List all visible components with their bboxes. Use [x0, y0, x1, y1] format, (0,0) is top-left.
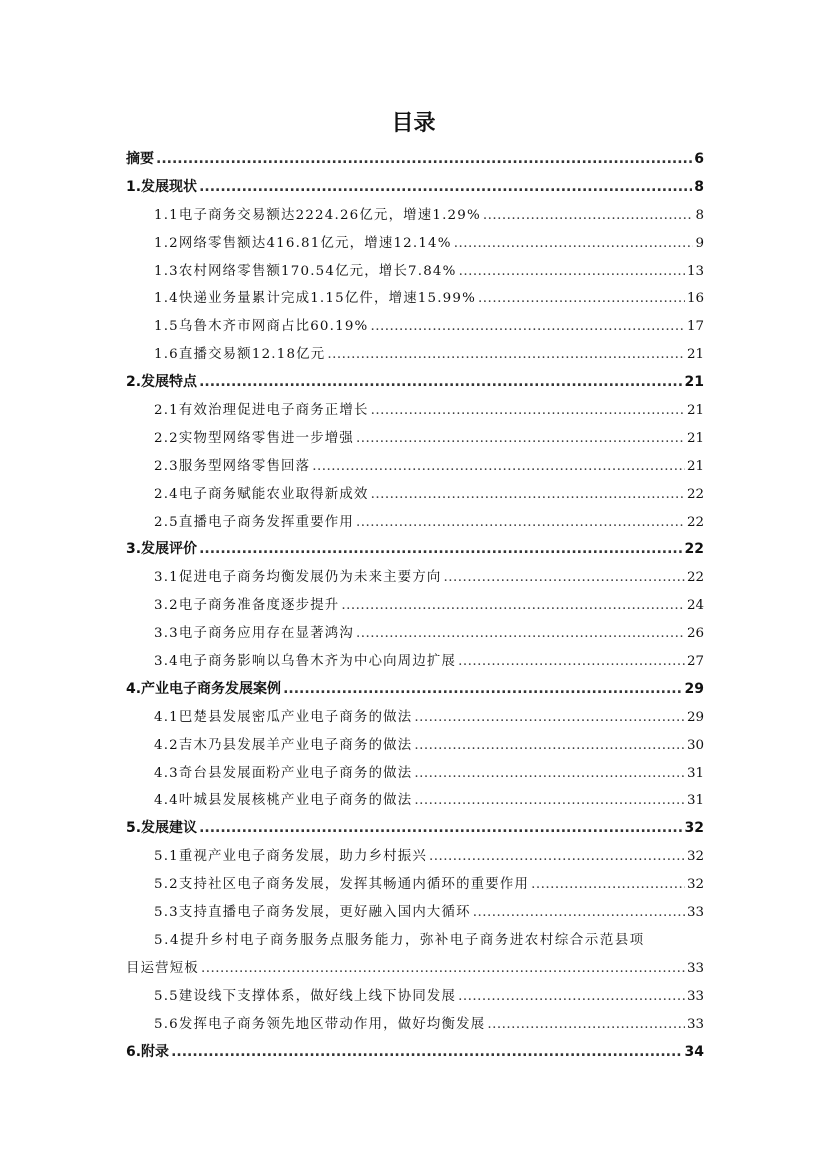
toc-dot-leader: [444, 564, 685, 592]
toc-page-number: 30: [686, 737, 704, 753]
toc-page-number: 21: [686, 458, 704, 474]
toc-chapter-entry[interactable]: [126, 536, 704, 564]
toc-entry-title: 5.4提升乡村电子商务服务点服务能力，弥补电子商务进农村综合示范县项: [154, 932, 645, 948]
toc-entry-title: 5.发展建议: [126, 820, 198, 837]
toc-entry-title: 3.1促进电子商务均衡发展仍为未来主要方向: [154, 570, 442, 586]
toc-page-number: 33: [686, 1016, 704, 1032]
toc-page-number: 6: [694, 151, 704, 167]
toc-dot-leader: [414, 732, 685, 760]
toc-section-entry[interactable]: [126, 481, 704, 509]
toc-entry-title: 3.发展评价: [126, 541, 198, 558]
toc-entry-title: 4.3奇台县发展面粉产业电子商务的做法: [154, 765, 413, 781]
toc-dot-leader: [473, 899, 685, 927]
toc-section-entry[interactable]: [126, 564, 704, 592]
toc-entry-title: 5.6发挥电子商务领先地区带动作用，做好均衡发展: [154, 1016, 486, 1032]
toc-dot-leader: [356, 425, 685, 453]
toc-page-number: 34: [684, 1043, 704, 1060]
toc-page-number: 21: [684, 374, 704, 391]
toc-page-number: 31: [686, 765, 704, 781]
toc-section-entry[interactable]: [126, 871, 704, 899]
toc-page-number: 32: [686, 849, 704, 865]
toc-entry-title: 3.2电子商务准备度逐步提升: [154, 598, 340, 614]
toc-dot-leader: [414, 787, 685, 815]
toc-chapter-entry[interactable]: [126, 815, 704, 843]
toc-section-entry[interactable]: [126, 313, 704, 341]
toc-page-number: 9: [695, 235, 704, 251]
toc-chapter-entry[interactable]: [126, 676, 704, 704]
toc-page-number: 8: [695, 207, 704, 223]
toc-section-entry[interactable]: [126, 620, 704, 648]
toc-page-number: 29: [686, 709, 704, 725]
toc-entry-title: 1.4快递业务量累计完成1.15亿件，增速15.99%: [154, 291, 477, 307]
toc-page-number: 31: [686, 793, 704, 809]
toc-entry-title: 4.产业电子商务发展案例: [126, 680, 282, 697]
toc-page-number: 33: [686, 960, 704, 976]
toc-entry-title: 1.1电子商务交易额达2224.26亿元，增速1.29%: [154, 207, 481, 223]
toc-page-number: 22: [686, 514, 704, 530]
toc-section-entry[interactable]: [126, 509, 704, 537]
toc-entry-title: 2.1有效治理促进电子商务正增长: [154, 403, 369, 419]
toc-page-number: 21: [686, 347, 704, 363]
toc-section-entry[interactable]: [126, 425, 704, 453]
toc-dot-leader: [341, 592, 685, 620]
toc-page-number: 26: [686, 626, 704, 642]
toc-dot-leader: [156, 146, 692, 174]
toc-section-entry[interactable]: [126, 760, 704, 788]
toc-section-entry[interactable]: [126, 732, 704, 760]
toc-section-entry[interactable]: [126, 230, 704, 258]
toc-page-number: 33: [686, 905, 704, 921]
toc-section-entry[interactable]: [126, 704, 704, 732]
toc-dot-leader: [201, 955, 685, 983]
toc-entry-title: 3.4电子商务影响以乌鲁木齐为中心向周边扩展: [154, 654, 457, 670]
toc-chapter-entry[interactable]: [126, 146, 704, 174]
toc-page-number: 33: [686, 988, 704, 1004]
toc-page-number: 13: [686, 263, 704, 279]
toc-section-entry[interactable]: [126, 592, 704, 620]
toc-page-number: 27: [686, 654, 704, 670]
toc-entry-title: 2.2实物型网络零售进一步增强: [154, 430, 354, 446]
toc-entry-title: 2.4电子商务赋能农业取得新成效: [154, 486, 369, 502]
toc-dot-leader: [487, 1011, 685, 1039]
toc-chapter-entry[interactable]: [126, 369, 704, 397]
toc-section-entry[interactable]: [126, 202, 704, 230]
table-of-contents: [126, 146, 704, 1066]
toc-dot-leader: [371, 481, 685, 509]
toc-entry-title: 5.1重视产业电子商务发展，助力乡村振兴: [154, 849, 427, 865]
toc-dot-leader: [356, 620, 685, 648]
toc-chapter-entry[interactable]: [126, 174, 704, 202]
toc-section-entry[interactable]: [126, 983, 704, 1011]
toc-page-number: 24: [686, 598, 704, 614]
toc-entry-title: 3.3电子商务应用存在显著鸿沟: [154, 626, 354, 642]
toc-section-entry[interactable]: [126, 453, 704, 481]
toc-page-number: 21: [686, 430, 704, 446]
toc-page-number: 21: [686, 403, 704, 419]
toc-dot-leader: [199, 369, 682, 397]
toc-section-entry[interactable]: [126, 648, 704, 676]
toc-entry-title: 4.4叶城县发展核桃产业电子商务的做法: [154, 793, 413, 809]
toc-dot-leader: [458, 983, 685, 1011]
toc-page-number: 29: [684, 680, 704, 697]
toc-dot-leader: [458, 648, 685, 676]
toc-section-entry[interactable]: [126, 285, 704, 313]
toc-entry-title: 1.6直播交易额12.18亿元: [154, 347, 326, 363]
toc-page-number: 22: [684, 541, 704, 558]
toc-dot-leader: [312, 453, 685, 481]
toc-entry-title: 2.发展特点: [126, 374, 198, 391]
toc-section-entry[interactable]: [126, 341, 704, 369]
toc-dot-leader: [199, 815, 682, 843]
toc-dot-leader: [370, 313, 684, 341]
toc-dot-leader: [327, 341, 685, 369]
toc-page-number: 32: [686, 877, 704, 893]
toc-entry-title: 2.5直播电子商务发挥重要作用: [154, 514, 354, 530]
toc-entry-title: 5.2支持社区电子商务发展，发挥其畅通内循环的重要作用: [154, 877, 530, 893]
toc-section-entry[interactable]: [126, 927, 704, 955]
toc-entry-title: 6.附录: [126, 1043, 170, 1060]
toc-dot-leader: [459, 258, 685, 286]
toc-dot-leader: [531, 871, 685, 899]
toc-entry-title: 4.1巴楚县发展密瓜产业电子商务的做法: [154, 709, 413, 725]
toc-page-number: 8: [694, 178, 704, 195]
toc-dot-leader: [371, 397, 685, 425]
toc-dot-leader: [356, 509, 685, 537]
toc-dot-leader: [283, 676, 682, 704]
toc-entry-title: 4.2吉木乃县发展羊产业电子商务的做法: [154, 737, 413, 753]
toc-section-entry[interactable]: [126, 787, 704, 815]
toc-section-entry[interactable]: [126, 1011, 704, 1039]
toc-section-entry[interactable]: [126, 397, 704, 425]
toc-page-number: 17: [686, 319, 704, 335]
toc-page-number: 32: [684, 820, 704, 837]
toc-section-entry[interactable]: [126, 899, 704, 927]
toc-dot-leader: [414, 704, 685, 732]
toc-entry-title: 目运营短板: [126, 960, 199, 976]
toc-entry-title: 5.5建设线下支撑体系，做好线上线下协同发展: [154, 988, 457, 1004]
toc-dot-leader: [429, 843, 685, 871]
toc-dot-leader: [171, 1039, 682, 1067]
toc-entry-title: 2.3服务型网络零售回落: [154, 458, 311, 474]
toc-entry-title: 摘要: [126, 151, 154, 167]
toc-chapter-entry[interactable]: [126, 1039, 704, 1067]
toc-entry-title: 1.发展现状: [126, 178, 198, 195]
toc-section-entry[interactable]: [126, 955, 704, 983]
toc-entry-title: 1.3农村网络零售额170.54亿元，增长7.84%: [154, 263, 457, 279]
toc-dot-leader: [478, 285, 685, 313]
toc-section-entry[interactable]: [126, 258, 704, 286]
toc-dot-leader: [199, 174, 692, 202]
toc-page-number: 22: [686, 570, 704, 586]
toc-dot-leader: [483, 202, 694, 230]
toc-dot-leader: [414, 760, 685, 788]
toc-page-number: 16: [686, 291, 704, 307]
toc-dot-leader: [454, 230, 694, 258]
toc-entry-title: 5.3支持直播电子商务发展，更好融入国内大循环: [154, 905, 471, 921]
toc-entry-title: 1.2网络零售额达416.81亿元，增速12.14%: [154, 235, 452, 251]
toc-dot-leader: [199, 536, 682, 564]
toc-entry-title: 1.5乌鲁木齐市网商占比60.19%: [154, 319, 369, 335]
toc-page-number: 22: [686, 486, 704, 502]
page-title: 目录: [391, 111, 436, 136]
toc-section-entry[interactable]: [126, 843, 704, 871]
